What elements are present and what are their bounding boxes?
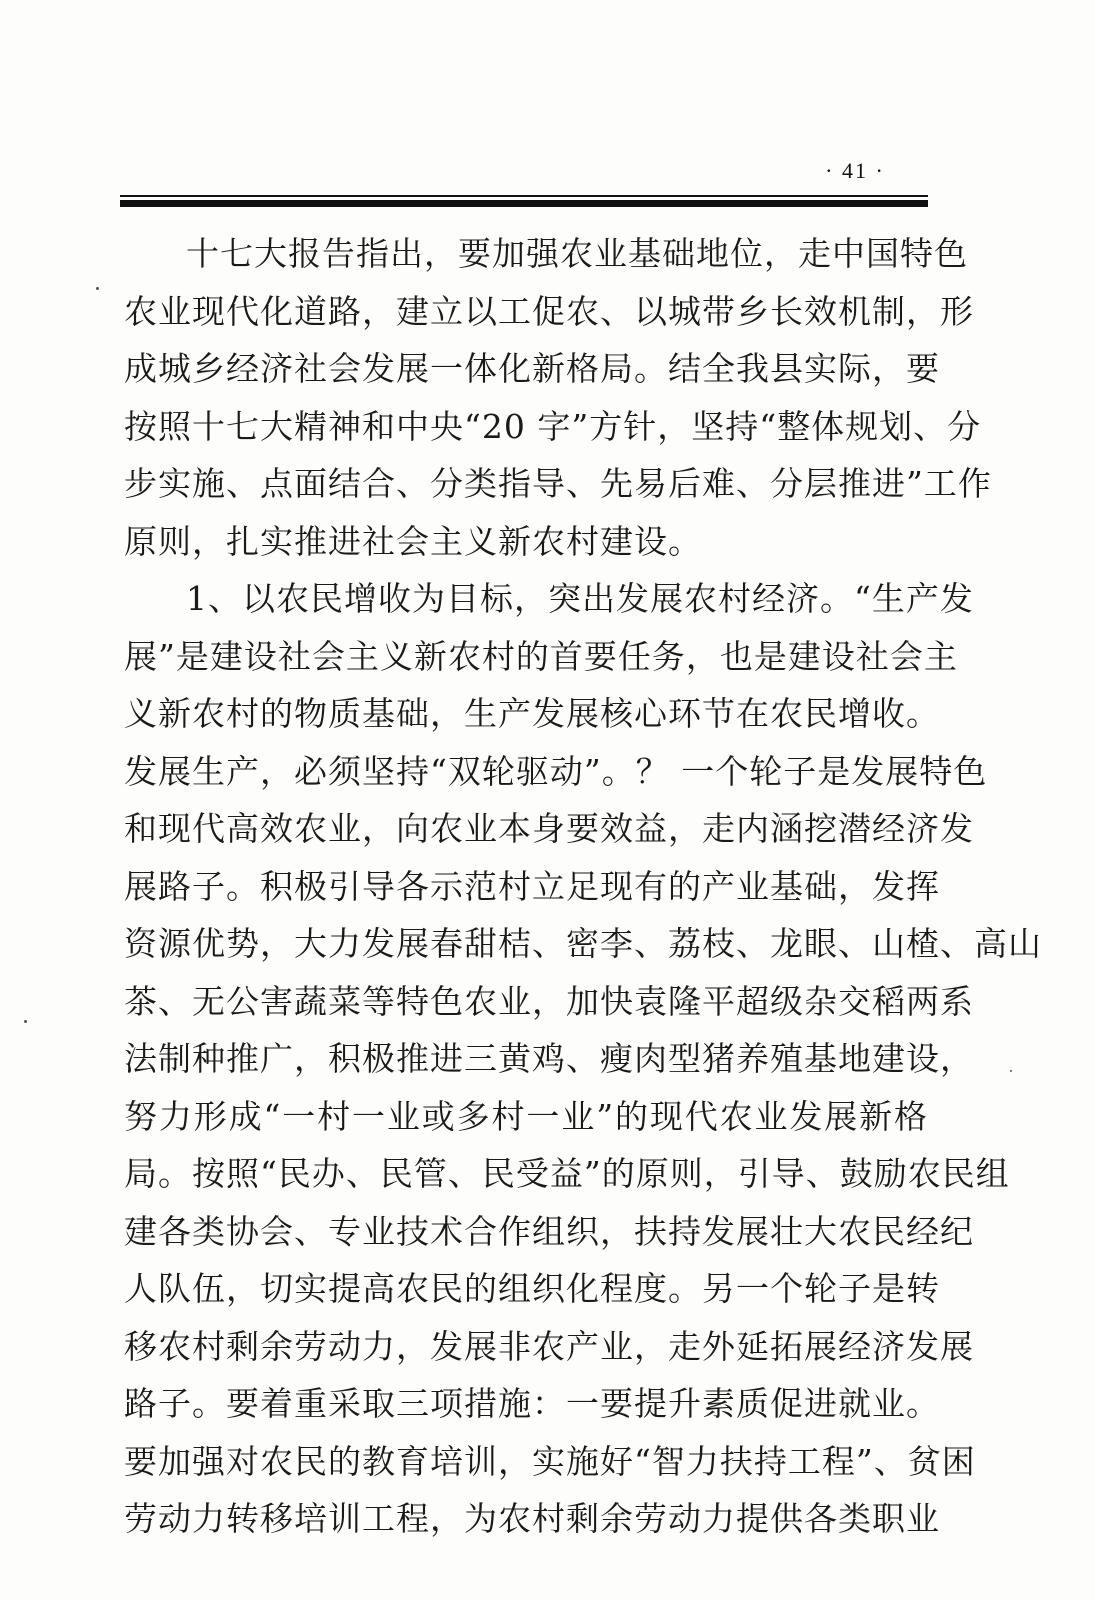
text-line: 努力形成“一村一业或多村一业”的现代农业发展新格 xyxy=(124,1096,928,1136)
header-rule-thick xyxy=(120,200,928,207)
text-line: 展”是建设社会主义新农村的首要任务，也是建设社会主 xyxy=(124,636,958,676)
text-line: 路子。要着重采取三项措施：一要提升素质促进就业。 xyxy=(124,1384,940,1423)
text-line: 发展生产，必须坚持“双轮驱动”。？ 一个轮子是发展特色 xyxy=(124,751,988,791)
text-line: 义新农村的物质基础，生产发展核心环节在农民增收。 xyxy=(124,694,940,733)
text-line: 步实施、点面结合、分类指导、先易后难、分层推进”工作 xyxy=(124,464,992,503)
text-line: 人队伍，切实提高农民的组织化程度。另一个轮子是转 xyxy=(124,1269,940,1308)
scan-speck xyxy=(24,1020,27,1023)
page-number: · 41 · xyxy=(825,158,885,183)
header-rule-thin xyxy=(120,195,928,197)
text-line: 茶、无公害蔬菜等特色农业，加快袁隆平超级杂交稻两系 xyxy=(124,981,974,1021)
text-line: 农业现代化道路，建立以工促农、以城带乡长效机制，形 xyxy=(124,291,974,331)
text-line: 要加强对农民的教育培训，实施好“智力扶持工程”、贫困 xyxy=(124,1441,976,1481)
text-line: 和现代高效农业，向农业本身要效益，走内涵挖潜经济发 xyxy=(124,809,974,848)
text-line: 资源优势，大力发展春甜桔、密李、荔枝、龙眼、山楂、高山 xyxy=(124,924,1042,963)
text-line: 原则，扎实推进社会主义新农村建设。 xyxy=(124,521,702,561)
text-line: 1、以农民增收为目标，突出发展农村经济。“生产发 xyxy=(186,579,974,618)
scan-speck xyxy=(1010,1070,1012,1072)
text-line: 十七大报告指出，要加强农业基础地位，走中国特色 xyxy=(186,234,968,273)
text-line: 建各类协会、专业技术合作组织，扶持发展壮大农民经纪 xyxy=(124,1211,974,1251)
text-line: 法制种推广，积极推进三黄鸡、瘦肉型猪养殖基地建设， xyxy=(124,1039,974,1078)
text-line: 局。按照“民办、民管、民受益”的原则，引导、鼓励农民组 xyxy=(124,1154,1010,1193)
text-line: 成城乡经济社会发展一体化新格局。结全我县实际，要 xyxy=(124,349,940,388)
text-line: 按照十七大精神和中央“20 字”方针，坚持“整体规划、分 xyxy=(124,406,982,446)
text-line: 劳动力转移培训工程，为农村剩余劳动力提供各类职业 xyxy=(124,1499,940,1538)
text-line: 展路子。积极引导各示范村立足现有的产业基础，发挥 xyxy=(124,866,940,906)
scan-speck xyxy=(96,287,99,290)
body-text xyxy=(124,225,1042,1548)
text-line: 移农村剩余劳动力，发展非农产业，走外延拓展经济发展 xyxy=(124,1326,974,1366)
